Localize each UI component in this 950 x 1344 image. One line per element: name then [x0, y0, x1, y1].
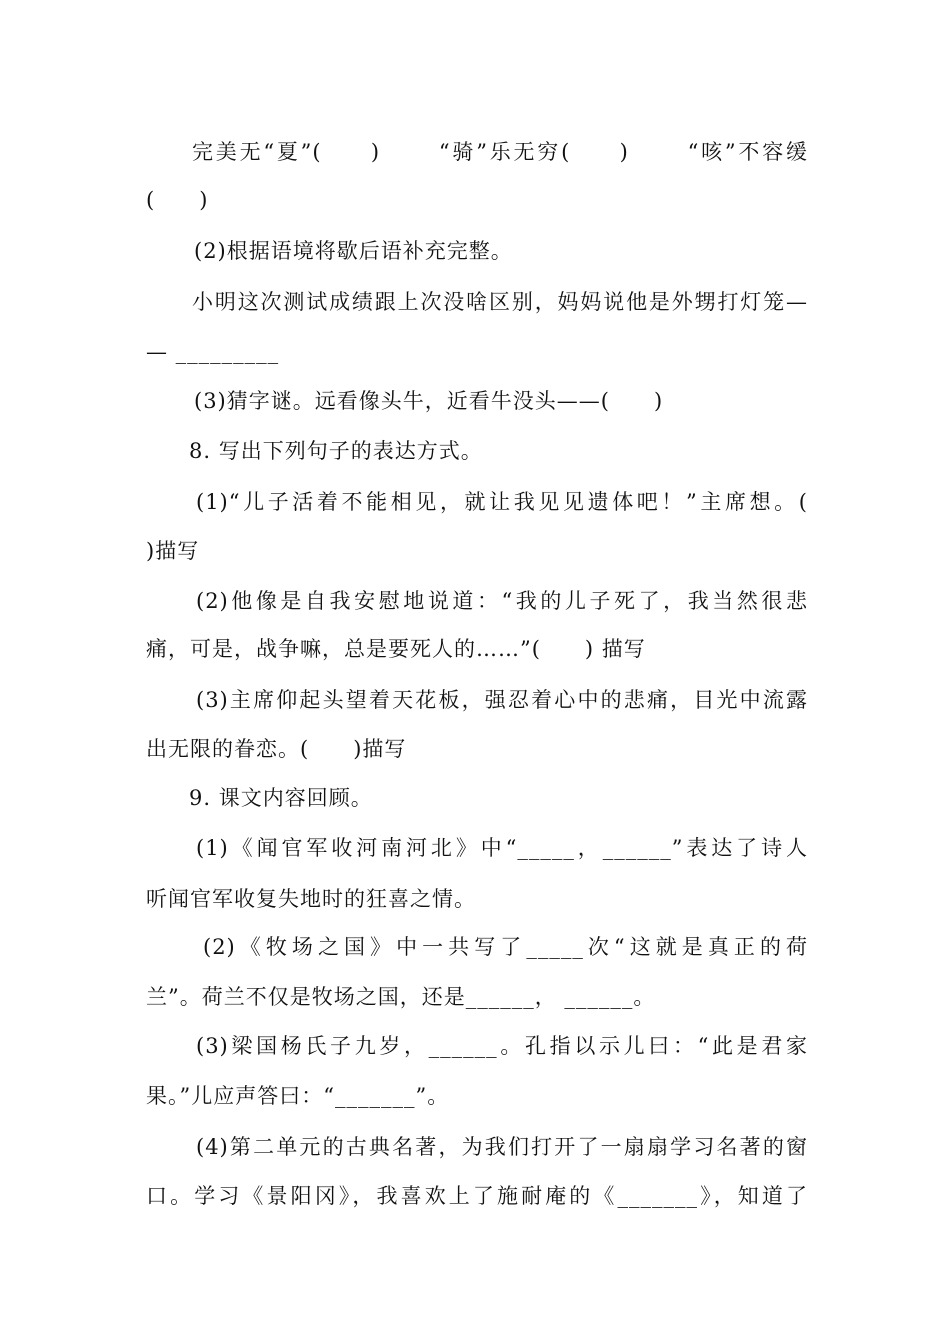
line-idiom-blank-cont: ( ) [146, 188, 209, 212]
line-q3-riddle: (3)猜字谜。远看像头牛，近看牛没头——( ) [194, 389, 664, 413]
line-q8-2: (2)他像是自我安慰地说道：“我的儿子死了，我当然很悲 [196, 589, 808, 613]
line-q9-3: (3)梁国杨氏子九岁，______。孔指以示儿曰：“此是君家 [196, 1034, 808, 1058]
line-q9-1: (1)《闻官军收河南河北》中“_____，______”表达了诗人 [196, 836, 808, 860]
line-xiaoming: 小明这次测试成绩跟上次没啥区别，妈妈说他是外甥打灯笼— [192, 290, 808, 314]
heading-q9: 9. 课文内容回顾。 [189, 786, 373, 810]
line-q8-3: (3)主席仰起头望着天花板，强忍着心中的悲痛，目光中流露 [196, 688, 808, 712]
line-idiom-blanks: 完美无“夏”( ) “骑”乐无穷( ) “咳”不容缓 [192, 140, 808, 164]
line-q8-3-cont: 出无限的眷恋。( )描写 [146, 737, 407, 761]
heading-q8: 8. 写出下列句子的表达方式。 [189, 439, 483, 463]
line-q9-1-cont: 听闻官军收复失地时的狂喜之情。 [146, 887, 476, 911]
line-q9-2: (2)《牧场之国》中一共写了_____次“这就是真正的荷 [203, 935, 808, 959]
line-xiaoming-blank: — _________ [146, 340, 280, 364]
line-q9-4: (4)第二单元的古典名著，为我们打开了一扇扇学习名著的窗 [196, 1135, 808, 1159]
line-q9-3-cont: 果。”儿应声答曰：“_______”。 [146, 1084, 450, 1108]
line-q8-1: (1)“儿子活着不能相见，就让我见见遗体吧！”主席想。( [196, 490, 808, 514]
line-q8-1-cont: )描写 [146, 539, 200, 563]
line-q9-2-cont: 兰”。荷兰不仅是牧场之国，还是______， ______。 [146, 985, 656, 1009]
line-q2-xiehouyu: (2)根据语境将歇后语补充完整。 [194, 239, 513, 263]
line-q9-4-cont: 口。学习《景阳冈》，我喜欢上了施耐庵的《_______》，知道了 [146, 1184, 808, 1208]
line-q8-2-cont: 痛，可是，战争嘛，总是要死人的……”( ) 描写 [146, 637, 646, 661]
